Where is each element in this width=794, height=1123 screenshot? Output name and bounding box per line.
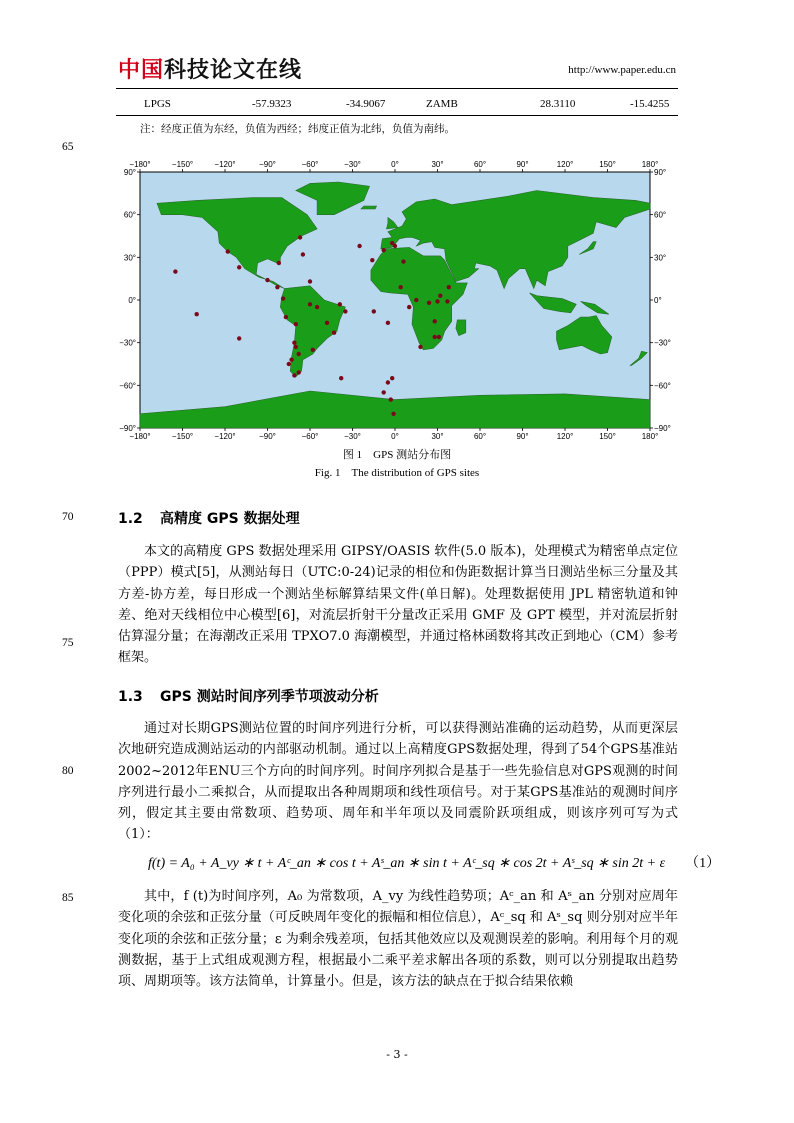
gps-site-marker (294, 345, 298, 349)
x-tick-label: −60° (301, 432, 319, 441)
table-cell: LPGS (144, 98, 171, 110)
y-tick-label: −30° (654, 338, 671, 348)
gps-site-marker (414, 298, 418, 302)
x-tick-label: 30° (431, 160, 444, 169)
y-tick-label: 30° (123, 253, 136, 263)
gps-site-marker (237, 265, 241, 269)
y-tick-label: 60° (123, 210, 136, 220)
gps-site-marker (195, 312, 199, 316)
y-tick-label: −90° (654, 424, 671, 433)
gps-site-marker (226, 249, 230, 253)
x-tick-label: −30° (344, 432, 361, 441)
gps-site-marker (298, 235, 302, 239)
section-heading (118, 508, 300, 528)
gps-site-marker (275, 285, 279, 289)
gps-site-marker (427, 301, 431, 305)
journal-logo (118, 58, 302, 84)
gps-site-marker (277, 261, 281, 265)
gps-site-marker (390, 376, 394, 380)
gps-site-marker (357, 244, 361, 248)
gps-site-marker (338, 302, 342, 306)
gps-site-marker (284, 315, 288, 319)
figure-caption-cn: 图 1 GPS 测站分布图 (342, 449, 452, 461)
x-tick-label: −90° (259, 160, 276, 169)
x-tick-label: 180° (641, 160, 659, 169)
section-title: 高精度 GPS 数据处理 (160, 511, 300, 527)
x-tick-label: 120° (556, 160, 574, 169)
gps-site-marker (297, 370, 301, 374)
gps-site-marker (287, 362, 291, 366)
header-rule (116, 88, 678, 89)
table-cell: -34.9067 (346, 98, 386, 110)
gps-site-marker (389, 397, 393, 401)
x-tick-label: 30° (431, 432, 444, 441)
gps-site-marker (372, 309, 376, 313)
y-tick-label: −90° (119, 424, 136, 433)
gps-site-marker (399, 285, 403, 289)
gps-site-marker (332, 331, 336, 335)
gps-site-marker (433, 335, 437, 339)
x-tick-label: −30° (344, 160, 361, 169)
x-tick-label: 0° (391, 160, 399, 169)
section-1-3-paragraph-2: 其中，f (t)为时间序列，A₀ 为常数项，A_vy 为线性趋势项；Aᶜ_an 和 Aˢ_an 分别对应周年变化项的余弦和正弦分量（可反映周年变化的振幅和相位信息），Aᶜ_sq 和 Aˢ_sq 则分别对应半年变化项的余弦和正弦分量；ε 为剩余残差项，包括其他效应以及观测误差的影响。利用每个月的观测数据，基于上式组成观测方程，根据最小二乘平差求解出各项的系数，则可以分别提取出趋势项、周期项等。该方法简单，计算量小。但是，该方法的缺点在于拟合结果依赖 (118, 889, 678, 990)
y-tick-label: 30° (654, 253, 667, 263)
x-tick-label: −120° (214, 432, 236, 441)
page-number: - 3 - (386, 1048, 408, 1061)
paragraph (118, 886, 678, 992)
section-1-2-paragraph: 本文的高精度 GPS 数据处理采用 GIPSY/OASIS 软件(5.0 版本)，处理模式为精密单点定位（PPP）模式[5]，从测站每日（UTC:0-24)记录的相位和伪距数据计算当日测站坐标三分量及其方差-协方差，每日形成一个测站坐标解算结果文件(单日解)。处理数据使用 JPL 精密轨道和钟差、绝对天线相位中心模型[6]，对流层折射干分量改正采用 GMF 及 GPT 模型，并对流层折射估算湿分量；在海潮改正采用 TPXO7.0 海潮模型，并通过格林函数将其改正到地心（CM）参考框架。 (118, 544, 678, 666)
section-number: 1.3 (118, 689, 143, 705)
line-number: 80 (62, 765, 74, 777)
x-tick-label: −90° (259, 432, 276, 441)
x-tick-label: −150° (171, 432, 194, 441)
x-tick-label: 120° (556, 432, 574, 441)
table-note: 注：经度正值为东经，负值为西经；纬度正值为北纬，负值为南纬。 (140, 123, 455, 135)
gps-site-marker (445, 299, 449, 303)
gps-site-marker (292, 341, 296, 345)
gps-site-marker (237, 336, 241, 340)
y-tick-label: 60° (654, 210, 667, 220)
y-tick-label: 0° (654, 296, 662, 305)
gps-site-marker (382, 248, 386, 252)
table-cell: -57.9323 (252, 98, 292, 110)
logo-part1: 中国 (118, 58, 165, 83)
line-number: 85 (62, 892, 74, 904)
gps-site-marker (407, 305, 411, 309)
gps-site-marker (308, 302, 312, 306)
equation-body: f(t) = A₀ + A_vy ∗ t + Aᶜ_an ∗ cos t + Aˢ_an ∗ sin t + Aᶜ_sq ∗ cos 2t + Aˢ_sq ∗ sin 2t + ε (148, 856, 666, 871)
gps-site-marker (297, 352, 301, 356)
figure-caption-en: Fig. 1 The distribution of GPS sites (314, 467, 480, 479)
gps-site-marker (173, 269, 177, 273)
gps-site-marker (370, 258, 374, 262)
gps-site-marker (418, 345, 422, 349)
equation-1 (148, 852, 720, 872)
y-tick-label: 0° (128, 296, 136, 305)
gps-site-marker (265, 278, 269, 282)
table-cell: -15.4255 (630, 98, 670, 110)
gps-site-marker (308, 279, 312, 283)
gps-site-marker (393, 244, 397, 248)
x-tick-label: −150° (171, 160, 194, 169)
gps-site-marker (386, 380, 390, 384)
x-tick-label: −120° (214, 160, 236, 169)
gps-site-marker (343, 309, 347, 313)
line-number: 75 (62, 637, 74, 649)
x-tick-label: 60° (473, 160, 487, 169)
gps-site-marker (289, 358, 293, 362)
table-cell: 28.3110 (540, 98, 576, 110)
line-number: 65 (62, 141, 74, 153)
gps-site-marker (435, 299, 439, 303)
gps-site-marker (339, 376, 343, 380)
equation-tag: （1） (685, 856, 721, 871)
gps-site-map (118, 158, 674, 442)
gps-site-marker (401, 259, 405, 263)
gps-site-marker (301, 252, 305, 256)
x-tick-label: −180° (129, 160, 151, 169)
header-url[interactable]: http://www.paper.edu.cn (568, 64, 676, 76)
gps-site-marker (292, 373, 296, 377)
section-number: 1.2 (118, 511, 143, 527)
x-tick-label: 150° (599, 160, 616, 169)
paragraph (118, 718, 678, 846)
y-tick-label: −30° (119, 338, 136, 348)
gps-site-marker (281, 296, 285, 300)
gps-site-marker (437, 335, 441, 339)
x-tick-label: −180° (129, 432, 151, 441)
x-tick-label: 0° (391, 432, 399, 441)
section-title: GPS 测站时间序列季节项波动分析 (160, 689, 379, 705)
table-cell: ZAMB (426, 98, 458, 110)
table-bottom-rule (116, 115, 678, 116)
gps-site-marker (325, 321, 329, 325)
gps-site-marker (391, 412, 395, 416)
paragraph (118, 541, 678, 669)
gps-site-marker (386, 321, 390, 325)
x-tick-label: 90° (516, 160, 529, 169)
section-1-3-paragraph-1: 通过对长期GPS测站位置的时间序列进行分析，可以获得测站准确的运动趋势，从而更深层次地研究造成测站运动的内部驱动机制。通过以上高精度GPS数据处理，得到了54个GPS基准站2002~2012年ENU三个方向的时间序列。时间序列拟合是基于一些先验信息对GPS观测的时间序列进行最小二乘拟合，从而提取出各种周期项和线性项信号。对于某GPS基准站的观测时间序列，假定其主要由常数项、趋势项、周年和半年项以及同震阶跃项组成，则该序列可写为式（1）： (118, 721, 678, 843)
gps-site-marker (438, 294, 442, 298)
gps-site-marker (315, 305, 319, 309)
iceland-landmass (361, 206, 377, 209)
y-tick-label: 90° (654, 168, 667, 177)
y-tick-label: 90° (123, 168, 136, 177)
x-tick-label: −60° (301, 160, 319, 169)
x-tick-label: 180° (641, 432, 659, 441)
y-tick-label: −60° (654, 381, 671, 391)
section-heading (118, 686, 379, 706)
y-tick-label: −60° (119, 381, 136, 391)
gps-site-marker (447, 285, 451, 289)
gps-site-marker (382, 390, 386, 394)
gps-site-marker (294, 322, 298, 326)
logo-part2: 科技论文在线 (164, 58, 303, 83)
gps-site-marker (433, 319, 437, 323)
gps-site-marker (311, 348, 315, 352)
x-tick-label: 60° (473, 432, 487, 441)
x-tick-label: 90° (516, 432, 529, 441)
line-number: 70 (62, 511, 74, 523)
x-tick-label: 150° (599, 432, 616, 441)
